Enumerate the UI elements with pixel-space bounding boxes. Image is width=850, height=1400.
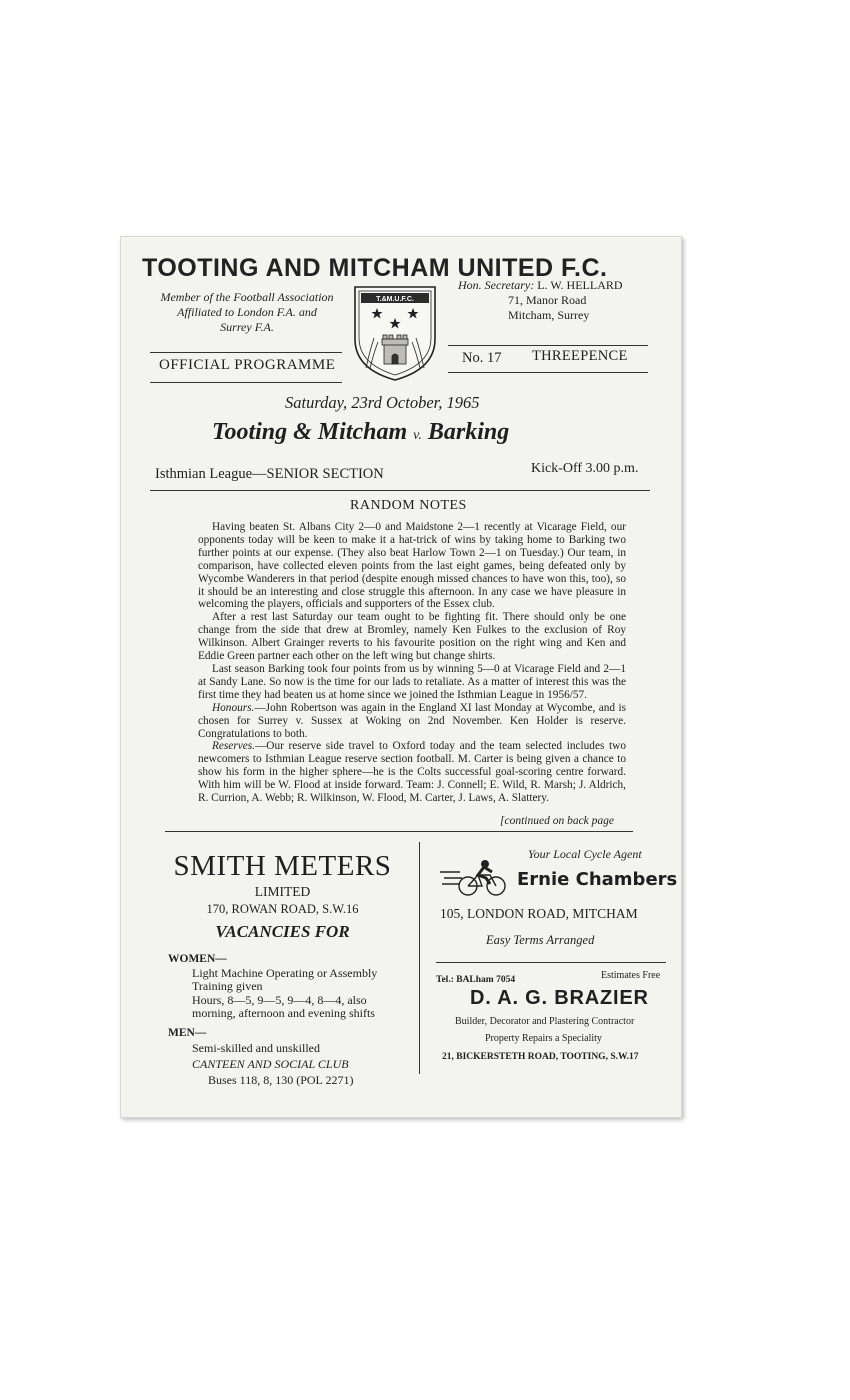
smith-vacancies: VACANCIES FOR	[215, 922, 350, 941]
header-divider-left	[150, 352, 342, 353]
secretary-block	[458, 278, 658, 323]
smith-name: SMITH METERS	[173, 850, 392, 882]
smith-limited: LIMITED	[254, 884, 311, 899]
brazier-address: 21, BICKERSTETH ROAD, TOOTING, S.W.17	[442, 1052, 639, 1062]
secretary-address-2: Mitcham, Surrey	[508, 308, 590, 322]
header-divider-right	[448, 345, 648, 346]
brazier-trade: Builder, Decorator and Plastering Contractor	[455, 1016, 635, 1027]
smith-address: 170, ROWAN ROAD, S.W.16	[206, 902, 359, 916]
notes-paragraph-5: Reserves.—Our reserve side travel to Oxford today and the team selected includes two newcomers to Isthmian League reserve section football. M. Carter is being given a chance to show his form in the higher sphere—he is the Colts successful goal-scoring centre forward. With him will be W. Flood at inside forward. Team: J. Connell; E. Wild, R. Marsh; J. Aldrich, R. Currion, A. Webb; R. Wilkinson, W. Flood, M. Carter, J. Laws, A. Slattery.	[198, 740, 626, 805]
smith-women-label: WOMEN—	[168, 953, 227, 965]
brazier-name: D. A. G. BRAZIER	[470, 987, 649, 1009]
cycle-address: 105, LONDON ROAD, MITCHAM	[440, 906, 638, 921]
reserves-label: Reserves.	[212, 740, 255, 753]
random-notes	[198, 521, 626, 805]
official-programme-label: OFFICIAL PROGRAMME	[159, 357, 336, 373]
ads-divider	[165, 831, 633, 832]
honours-label: Honours.	[212, 701, 255, 714]
secretary-address-1: 71, Manor Road	[508, 293, 587, 307]
smith-buses: Buses 118, 8, 130 (POL 2271)	[208, 1073, 354, 1087]
programme-price: THREEPENCE	[532, 348, 628, 364]
continued-note: [continued on back page	[500, 815, 615, 827]
member-line-1: Member of the Football Association	[160, 290, 334, 304]
header-divider-right-2	[448, 372, 648, 373]
brazier-divider	[436, 962, 666, 963]
programme-number: No. 17	[462, 350, 502, 366]
secretary-name: L. W. HELLARD	[537, 278, 623, 292]
smith-women-2: Training given	[192, 979, 263, 993]
smith-women-1: Light Machine Operating or Assembly	[192, 965, 378, 980]
smith-women-3: Hours, 8—5, 9—5, 9—4, 8—4, also	[192, 992, 367, 1007]
cycle-tagline: Your Local Cycle Agent	[528, 847, 642, 861]
brazier-repairs: Property Repairs a Speciality	[485, 1033, 602, 1044]
notes-paragraph-4: Honours.—John Robertson was again in the England XI last Monday at Wycombe, and is chosen for Surrey v. Sussex at Woking on 2nd November. Ken Holder is reserve. Congratulations to both.	[198, 701, 626, 740]
ads-vertical-divider	[419, 842, 420, 1074]
header-divider-left-2	[150, 382, 342, 383]
cycle-terms: Easy Terms Arranged	[486, 933, 595, 947]
match-date: Saturday, 23rd October, 1965	[285, 393, 480, 412]
home-team: Tooting & Mitcham	[212, 419, 408, 445]
brazier-telephone: Tel.: BALham 7054	[436, 975, 516, 985]
club-crest-icon	[352, 284, 438, 382]
crest-text: T.&M.U.F.C.	[376, 296, 414, 303]
away-team: Barking	[427, 419, 510, 445]
notes-heading: RANDOM NOTES	[350, 498, 467, 513]
cycle-shop-name: Ernie Chambers	[517, 869, 678, 890]
affiliation-block	[152, 290, 342, 335]
club-title: TOOTING AND MITCHAM UNITED F.C.	[142, 254, 608, 282]
notes-paragraph-1: Having beaten St. Albans City 2—0 and Maidstone 2—1 recently at Vicarage Field, our opponents today will be keen to make it a hat-trick of wins by taking home to Barking two further points at our expense. (They also beat Harlow Town 2—1 on Tuesday.) Our team, in comparison, have collected eleven points from the last eight games, being defeated only by Wycombe Wanderers in that period (despite enough missed chances to have won this, too), so it should be an interesting and close struggle this afternoon. In any case we have pleasure in welcoming the players, officials and supporters of the Essex club.	[198, 521, 626, 611]
member-line-3: Surrey F.A.	[220, 320, 274, 334]
kickoff-time: Kick-Off 3.00 p.m.	[531, 461, 639, 476]
cyclist-icon	[440, 858, 510, 898]
secretary-label: Hon. Secretary:	[458, 278, 535, 292]
smith-vacancy-details	[168, 953, 408, 1088]
smith-men-2: CANTEEN AND SOCIAL CLUB	[192, 1056, 349, 1071]
notes-paragraph-2: After a rest last Saturday our team ought to be fighting fit. There should only be one change from the side that drew at Bromley, namely Ken Fulkes to the exclusion of Roy Wilkinson. Albert Grainger reverts to his favourite position on the right wing and Ken and Eddie Green partner each other on the left wing but change shirts.	[198, 611, 626, 663]
versus: v.	[413, 428, 422, 443]
smith-women-4: morning, afternoon and evening shifts	[192, 1006, 375, 1020]
match-divider	[150, 490, 650, 491]
competition: Isthmian League—SENIOR SECTION	[155, 466, 384, 482]
notes-paragraph-3: Last season Barking took four points from us by winning 5—0 at Vicarage Field and 2—1 at Sandy Lane. So now is the time for our lads to retaliate. As a matter of interest this was the first time they had beaten us at home since we joined the Isthmian League in 1956/57.	[198, 662, 626, 701]
smith-men-1: Semi-skilled and unskilled	[192, 1041, 320, 1055]
brazier-estimates: Estimates Free	[601, 970, 661, 981]
smith-meters-ad	[165, 850, 400, 942]
smith-men-label: MEN—	[168, 1026, 207, 1039]
member-line-2: Affiliated to London F.A. and	[177, 305, 317, 319]
fixture	[212, 419, 509, 446]
